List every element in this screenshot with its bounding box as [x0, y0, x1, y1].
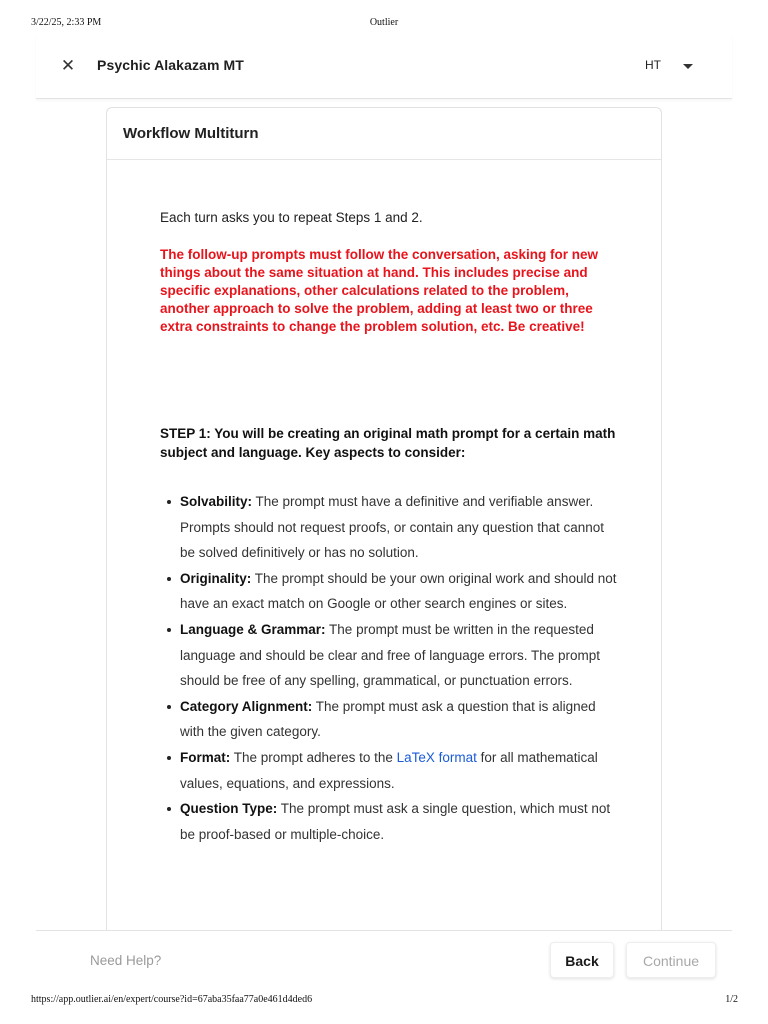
chevron-down-icon[interactable]: [680, 56, 696, 76]
aspect-text: The prompt must ask a single question, which must not be proof-based or multiple-choice.: [180, 801, 611, 842]
aspect-text: The prompt must be written in the requested language and should be clear and free of language errors. The prompt should be free of any spelling, grammatical, or punctuation errors.: [180, 621, 601, 689]
workflow-card: [106, 107, 662, 942]
print-title: Outlier: [369, 17, 399, 28]
top-bar: [36, 36, 732, 99]
card-title: Workflow Multiturn: [123, 125, 259, 142]
list-item: [180, 694, 620, 745]
aspect-text: for all mathematical values, equations, and expressions.: [180, 749, 598, 791]
back-button[interactable]: Back: [550, 942, 614, 978]
user-initials[interactable]: HT: [645, 58, 661, 72]
aspect-label: Format:: [180, 749, 231, 765]
warning-text: The follow-up prompts must follow the conversation, asking for new things about the same situation at hand. This includes precise and specific explanations, other calculations related to the problem, another approach to solve the problem, adding at least two or three extra constraints to change the problem solution, etc. Be creative!: [160, 247, 599, 334]
close-icon[interactable]: ✕: [60, 56, 76, 75]
list-item: [180, 796, 620, 847]
bottom-bar: [36, 930, 732, 988]
aspect-label: Solvability:: [180, 494, 253, 509]
list-item: [180, 489, 620, 566]
aspect-label: Category Alignment:: [180, 698, 313, 714]
card-header: [107, 108, 661, 160]
print-datetime: 3/22/25, 2:33 PM: [31, 17, 102, 28]
step1-heading: STEP 1: You will be creating an original math prompt for a certain math subject and language. Key aspects to consider:: [160, 426, 616, 460]
intro-text: Each turn asks you to repeat Steps 1 and 2.: [160, 210, 423, 225]
course-title: Psychic Alakazam MT: [97, 57, 244, 73]
need-help-link[interactable]: Need Help?: [90, 953, 162, 968]
aspect-text: The prompt should be your own original work and should not have an exact match on Google or other search engines or sites.: [180, 570, 617, 612]
list-item: [180, 566, 620, 617]
card-content: [160, 210, 620, 847]
aspect-label: Originality:: [180, 570, 252, 586]
print-url: https://app.outlier.ai/en/expert/course?id=67aba35faa77a0e461d4ded6: [31, 994, 313, 1005]
print-page-number: 1/2: [725, 994, 738, 1005]
aspect-label: Language & Grammar:: [180, 621, 326, 637]
aspects-list: [160, 489, 620, 847]
list-item: [180, 617, 620, 694]
print-header: [0, 17, 768, 31]
print-footer: [0, 994, 768, 1008]
aspect-text: The prompt must ask a question that is aligned with the given category.: [180, 698, 596, 740]
continue-button[interactable]: Continue: [626, 942, 716, 978]
list-item: [180, 745, 620, 796]
aspect-label: Question Type:: [180, 801, 278, 817]
latex-format-link[interactable]: LaTeX format: [396, 749, 477, 765]
aspect-text: The prompt must have a definitive and verifiable answer. Prompts should not request proofs, or contain any question that cannot be solved definitively or has no solution.: [180, 494, 605, 561]
aspect-text: The prompt adheres to the: [230, 749, 397, 765]
